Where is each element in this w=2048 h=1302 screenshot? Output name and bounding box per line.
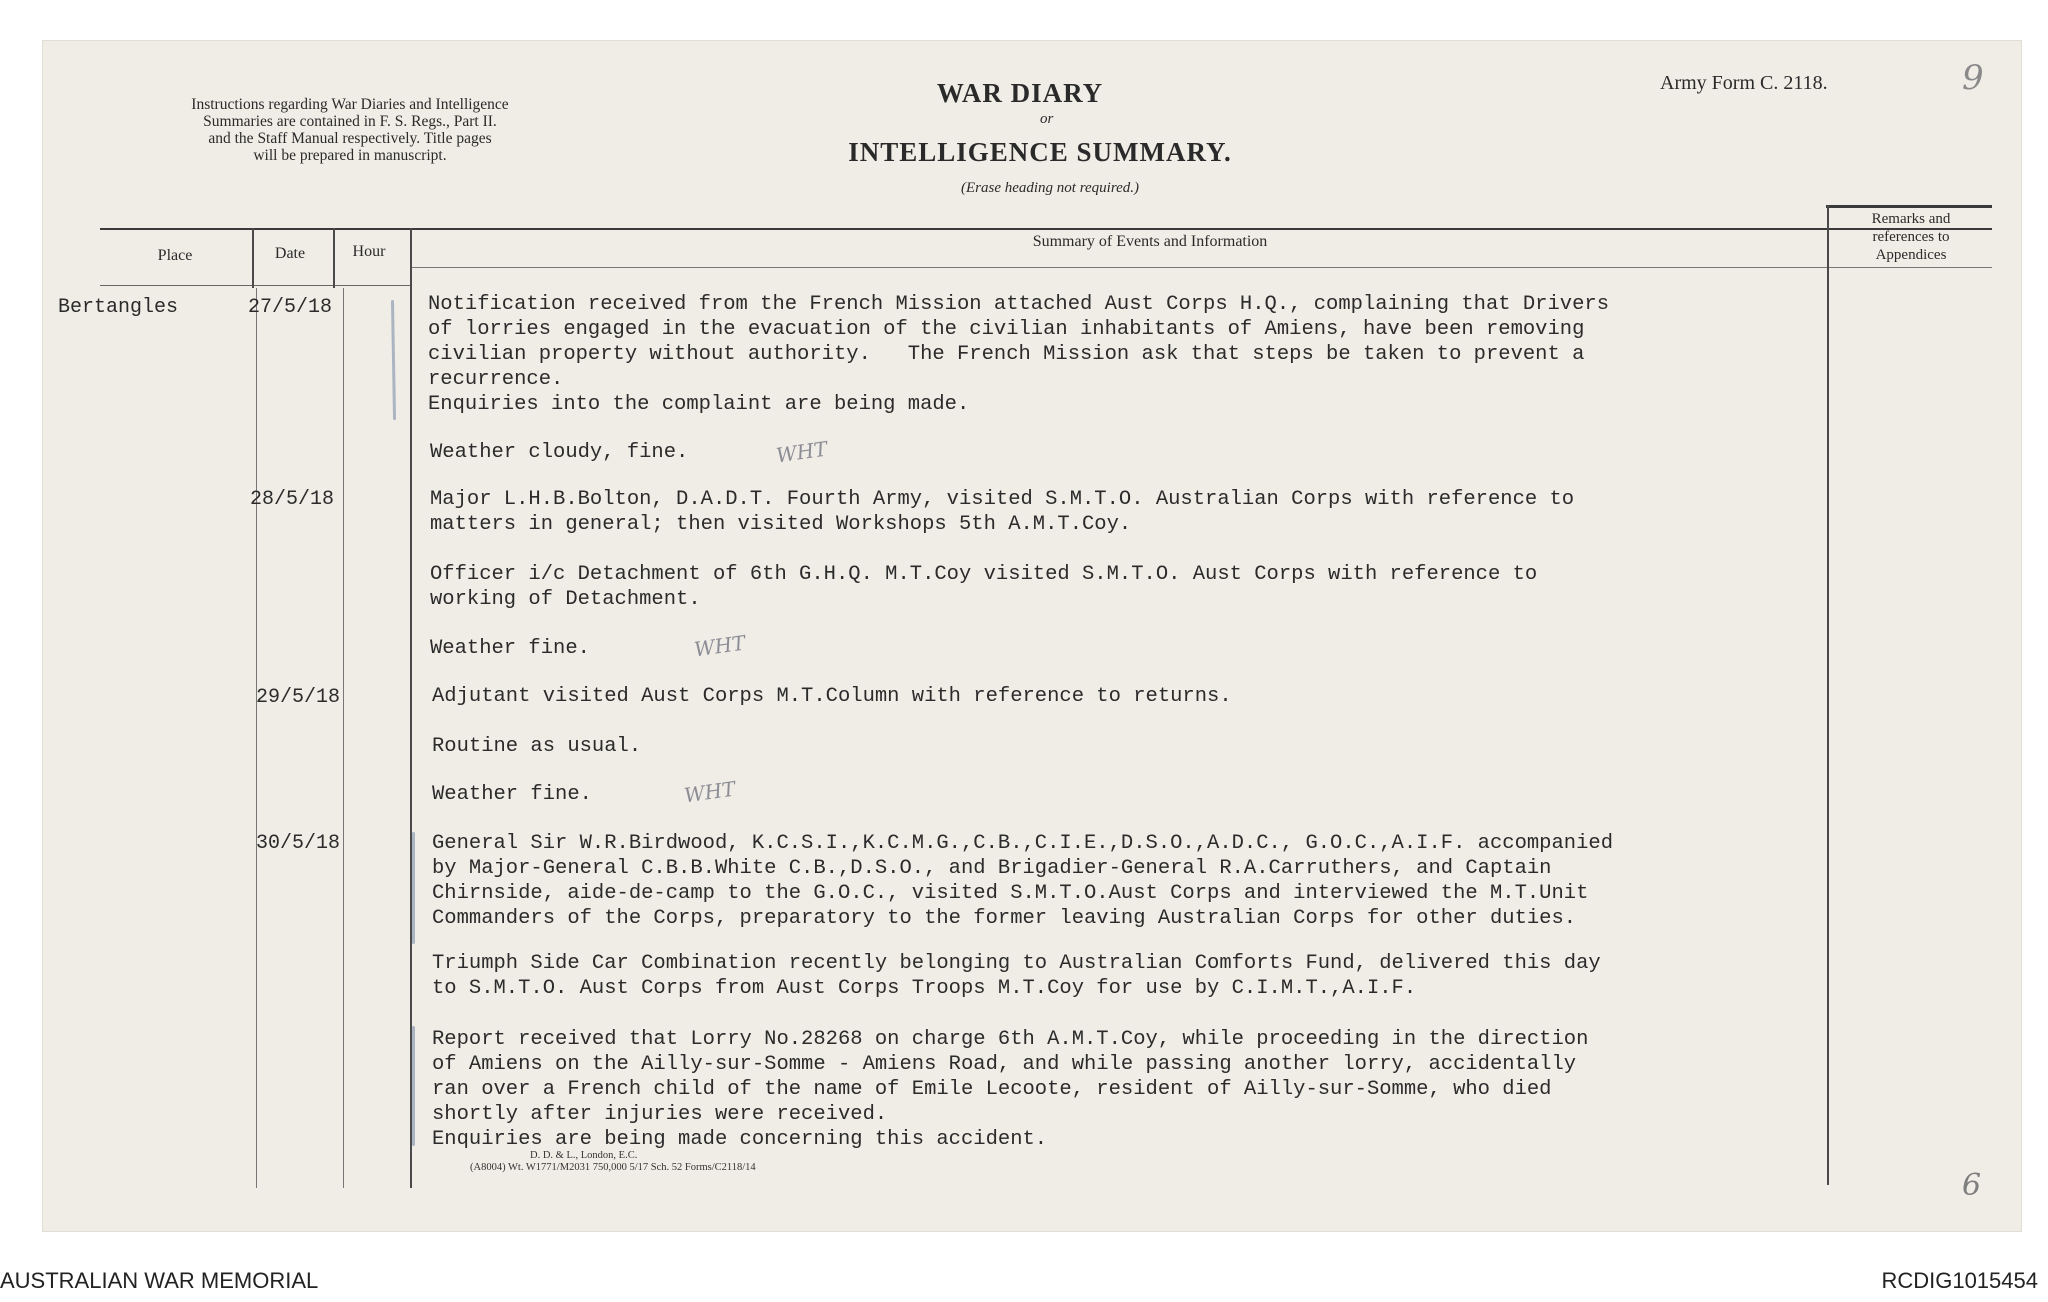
instructions-line: and the Staff Manual respectively. Title pages <box>208 130 492 147</box>
remarks-line: Remarks and <box>1871 211 1951 227</box>
col-head-date: Date <box>274 245 306 262</box>
pencil-margin-mark <box>412 1026 415 1146</box>
instructions-line: Summaries are contained in F. S. Regs., Part II. <box>203 113 497 130</box>
col-head-hour: Hour <box>352 243 386 260</box>
diary-entry: Report received that Lorry No.28268 on charge 6th A.M.T.Coy, while proceeding in the direction of Amiens on the Ailly-sur-Somme - Amiens Road, and while passing another lorry, accidentally ran over a French child of the name of Emile Lecoote, resident of Ailly-sur-Somme, who died shortly after injuries were received. Enquiries are being made concerning this accident. <box>432 1028 1589 1151</box>
imprint-line: D. D. & L., London, E.C. <box>530 1150 638 1161</box>
page-subtitle: INTELLIGENCE SUMMARY. <box>848 137 1232 167</box>
erase-note: (Erase heading not required.) <box>960 180 1140 196</box>
diary-entry: Notification received from the French Mission attached Aust Corps H.Q., complaining that Drivers of lorries engaged in the evacuation of the civilian inhabitants of Amiens, have been removing civilian property without authority. The French Mission ask that steps be taken to prevent a recurrence. Enquiries into the complaint are being made. <box>428 293 1609 416</box>
col-head-place: Place <box>157 247 193 264</box>
instructions-line: will be prepared in manuscript. <box>253 147 447 164</box>
archive-label: AUSTRALIAN WAR MEMORIAL <box>0 1268 319 1293</box>
signature-initials: WHT <box>774 436 829 468</box>
diary-entry: Routine as usual. <box>432 735 642 758</box>
pencil-page-number: 6 <box>1962 1168 1982 1203</box>
diary-entry: Triumph Side Car Combination recently belonging to Australian Comforts Fund, delivered this day to S.M.T.O. Aust Corps from Aust Corps Troops M.T.Coy for use by C.I.M.T.,A.I.F. <box>432 952 1601 1000</box>
hour-col-divider-head <box>333 228 335 288</box>
remarks-line: references to <box>1872 229 1950 245</box>
date-cell: 27/5/18 <box>248 296 333 319</box>
printer-imprint <box>470 1150 756 1174</box>
signature-initials: WHT <box>682 776 737 808</box>
diary-entry: Major L.H.B.Bolton, D.A.D.T. Fourth Army, visited S.M.T.O. Australian Corps with reference to matters in general; then visited Workshops 5th A.M.T.Coy. <box>430 488 1575 536</box>
left-header-rule <box>100 285 412 286</box>
date-cell: 28/5/18 <box>250 488 335 511</box>
remarks-top-rule <box>1826 205 1992 208</box>
remarks-col-divider <box>1827 205 1829 1185</box>
imprint-line: (A8004) Wt. W1771/M2031 750,000 5/17 Sch. 52 Forms/C2118/14 <box>470 1162 756 1173</box>
record-id: RCDIG1015454 <box>1881 1268 2038 1293</box>
place-cell: Bertangles <box>58 296 179 319</box>
form-number: Army Form C. 2118. <box>1660 72 1828 94</box>
pencil-corner-number: 9 <box>1962 58 1984 98</box>
title-or: or <box>1040 111 1054 127</box>
date-col-divider <box>256 288 257 1188</box>
summary-header-rule <box>412 267 1992 268</box>
diary-entry: Weather fine. <box>430 637 590 660</box>
table-top-rule <box>100 228 1992 230</box>
col-head-remarks <box>1836 210 1986 264</box>
diary-entry: Officer i/c Detachment of 6th G.H.Q. M.T.Coy visited S.M.T.O. Aust Corps with reference to working of Detachment. <box>430 563 1538 611</box>
diary-entry: General Sir W.R.Birdwood, K.C.S.I.,K.C.M.G.,C.B.,C.I.E.,D.S.O.,A.D.C., G.O.C.,A.I.F. accompanied by Major-General C.B.B.White C.B.,D.S.O., and Brigadier-General R.A.Carruthers, and Captain Chirnside, aide-de-camp to the G.O.C., visited S.M.T.O.Aust Corps and interviewed the M.T.Unit Commanders of the Corps, preparatory to the former leaving Australian Corps for other duties. <box>432 832 1613 930</box>
diary-entry: Adjutant visited Aust Corps M.T.Column with reference to returns. <box>432 685 1232 708</box>
hour-col-divider <box>343 288 344 1188</box>
date-cell: 30/5/18 <box>256 832 341 855</box>
diary-entry: Weather fine. <box>432 783 592 806</box>
page-title: WAR DIARY <box>936 78 1104 108</box>
instructions-line: Instructions regarding War Diaries and Intelligence <box>191 96 509 113</box>
diary-entry: Weather cloudy, fine. <box>430 441 689 464</box>
date-cell: 29/5/18 <box>256 686 341 709</box>
pencil-margin-mark <box>412 832 415 944</box>
date-col-divider-head <box>252 228 254 288</box>
remarks-line: Appendices <box>1875 247 1947 263</box>
col-head-summary: Summary of Events and Information <box>1032 233 1268 250</box>
signature-initials: WHT <box>692 630 747 662</box>
instructions-note <box>100 96 600 164</box>
